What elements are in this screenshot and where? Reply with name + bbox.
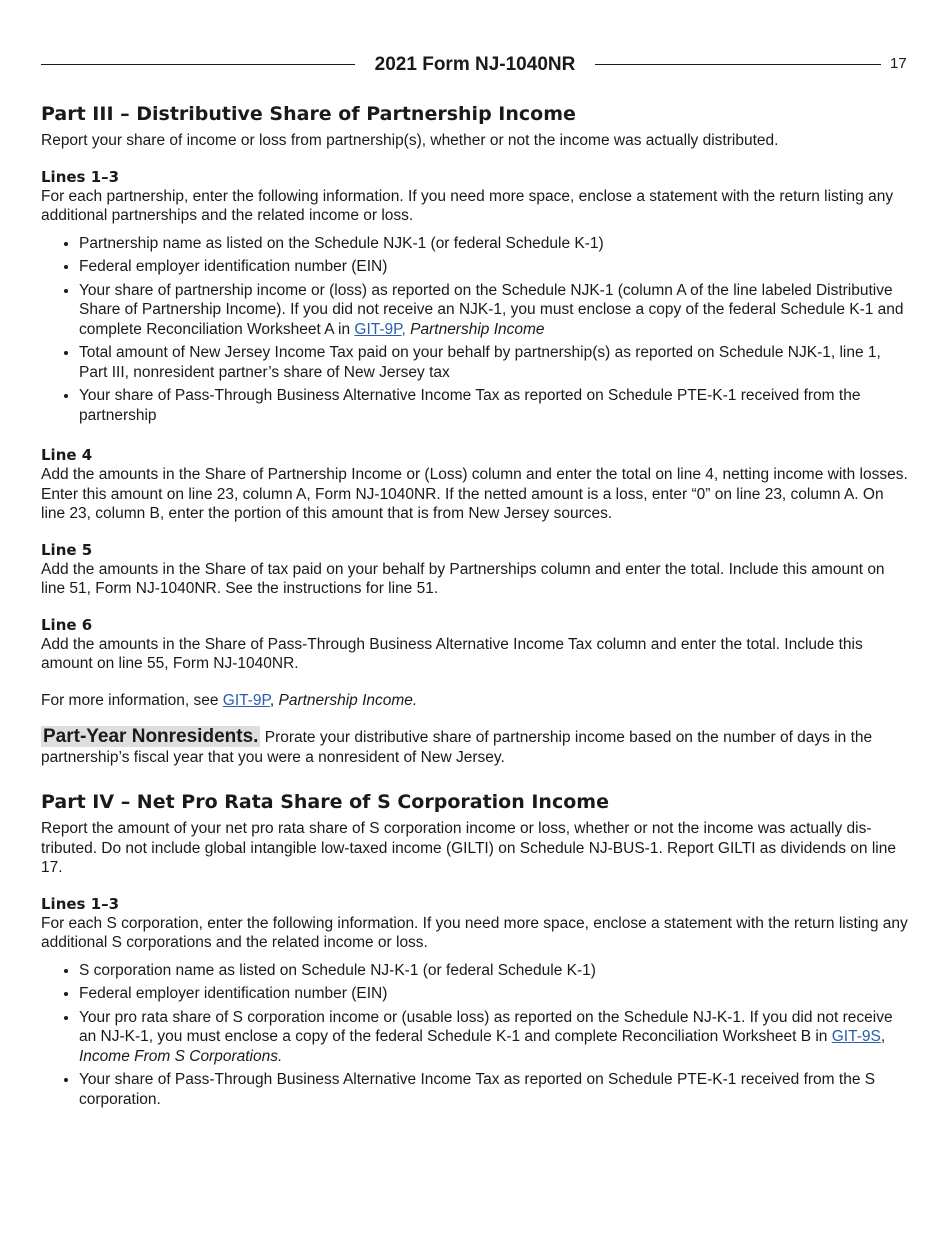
list-item: • Your share of Pass-Through Business Alternative Income Tax as reported on Schedule PTE-K-1 received from the partnership	[79, 386, 909, 425]
git-9s-link[interactable]: GIT-9S	[831, 1028, 881, 1045]
part3-lines-1-3-heading: Lines 1–3	[41, 167, 120, 186]
line4-text: Add the amounts in the Share of Partnership Income or (Loss) column and enter the total on line 4, netting income with losses. Enter this amount on line 23, column A, Form NJ-1040NR. If the netted amount is a loss, enter “0” on line 23, column A. On line 23, column B, enter the portion of this amount that is from New Jersey sources.	[41, 466, 908, 522]
publication-title: Partnership Income.	[278, 691, 418, 709]
part4-lines-1-3-text: For each S corporation, enter the following information. If you need more space, enclose a statement with the return listing any additional S corporations and the related income or loss.	[41, 914, 908, 951]
header-rule-left	[41, 64, 355, 65]
list-item: • Federal employer identification number (EIN)	[79, 257, 909, 277]
line6-heading: Line 6	[41, 615, 93, 634]
form-title: 2021 Form NJ-1040NR	[374, 54, 576, 75]
list-item: • Your share of Pass-Through Business Alternative Income Tax as reported on Schedule PTE-K-1 received from the S corporation.	[79, 1070, 909, 1109]
line4-heading: Line 4	[41, 446, 93, 464]
bullet-text: Your pro rata share of S corporation income or (usable loss) as reported on the Schedule NJ-K-1. If you did not receive an NJ-K-1, you must enclose a copy of the federal Schedule K-1 and complete Reconciliation Worksheet B in	[79, 1008, 893, 1045]
part3-intro: Report your share of income or loss from partnership(s), whether or not the income was actually distributed.	[41, 132, 779, 149]
part3-heading: Part III – Distributive Share of Partnership Income	[41, 103, 576, 125]
part-year-label: Part-Year Nonresidents.	[43, 726, 259, 747]
part4-lines-1-3-heading: Lines 1–3	[41, 894, 120, 913]
part3-lines-1-3-text: For each partnership, enter the following information. If you need more space, enclose a statement with the return listing any additional partnerships and the related income or loss.	[41, 187, 894, 224]
bullet-sep: ,	[880, 1028, 886, 1045]
publication-title: Income From S Corporations.	[79, 1047, 283, 1065]
part-year-nonresidents	[41, 727, 909, 767]
line5-heading: Line 5	[41, 540, 93, 559]
git-9p-link[interactable]: GIT-9P,	[354, 320, 406, 338]
page-number: 17	[890, 55, 907, 72]
more-info-prefix: For more information, see	[41, 691, 223, 709]
bullet-text: Your share of partnership income or (loss) as reported on the Schedule NJK-1 (column A of the line labeled Distributive Share of Partnership Income). If you did not receive an NJK-1, you must enclose a copy of the federal Schedule K-1 and complete Reconciliation Worksheet A in	[79, 281, 904, 338]
part4-intro: Report the amount of your net pro rata share of S corporation income or loss, whether or not the income was actually distributed. Do not include global intangible low-taxed income (GILTI) on Schedule NJ-BUS-1. Report GILTI as dividends on line 17.	[41, 820, 896, 876]
list-item	[79, 1008, 909, 1067]
line6-text: Add the amounts in the Share of Pass-Through Business Alternative Income Tax column and enter the total. Include this amount on line 55, Form NJ-1040NR.	[41, 635, 863, 672]
header-rule-right	[595, 64, 881, 65]
publication-title: Partnership Income	[410, 320, 545, 338]
part3-bullet-list	[41, 234, 909, 426]
list-item: • Federal employer identification number (EIN)	[79, 984, 909, 1004]
part4-heading: Part IV – Net Pro Rata Share of S Corporation Income	[41, 791, 609, 813]
list-item	[79, 281, 909, 340]
part-year-text: Prorate your distributive share of partnership income based on the number of days in the partnership’s fiscal year that you were a nonresident of New Jersey.	[41, 729, 873, 766]
line5-text: Add the amounts in the Share of tax paid on your behalf by Partnerships column and enter the total. Include this amount on line 51, Form NJ-1040NR. See the instructions for line 51.	[41, 560, 885, 597]
list-item: • S corporation name as listed on Schedule NJ-K-1 (or federal Schedule K-1)	[79, 961, 909, 981]
part4-bullet-list	[41, 961, 909, 1110]
page-content	[41, 102, 909, 1113]
list-item: • Total amount of New Jersey Income Tax paid on your behalf by partnership(s) as reported on Schedule NJK-1, line 1, Part III, nonresident partner’s share of New Jersey tax	[79, 343, 909, 382]
page-header	[41, 52, 881, 78]
list-item: • Partnership name as listed on the Schedule NJK-1 (or federal Schedule K-1)	[79, 234, 909, 254]
git-9p-link[interactable]: GIT-9P	[222, 691, 270, 709]
more-info	[41, 691, 909, 711]
more-info-sep: ,	[269, 691, 279, 709]
